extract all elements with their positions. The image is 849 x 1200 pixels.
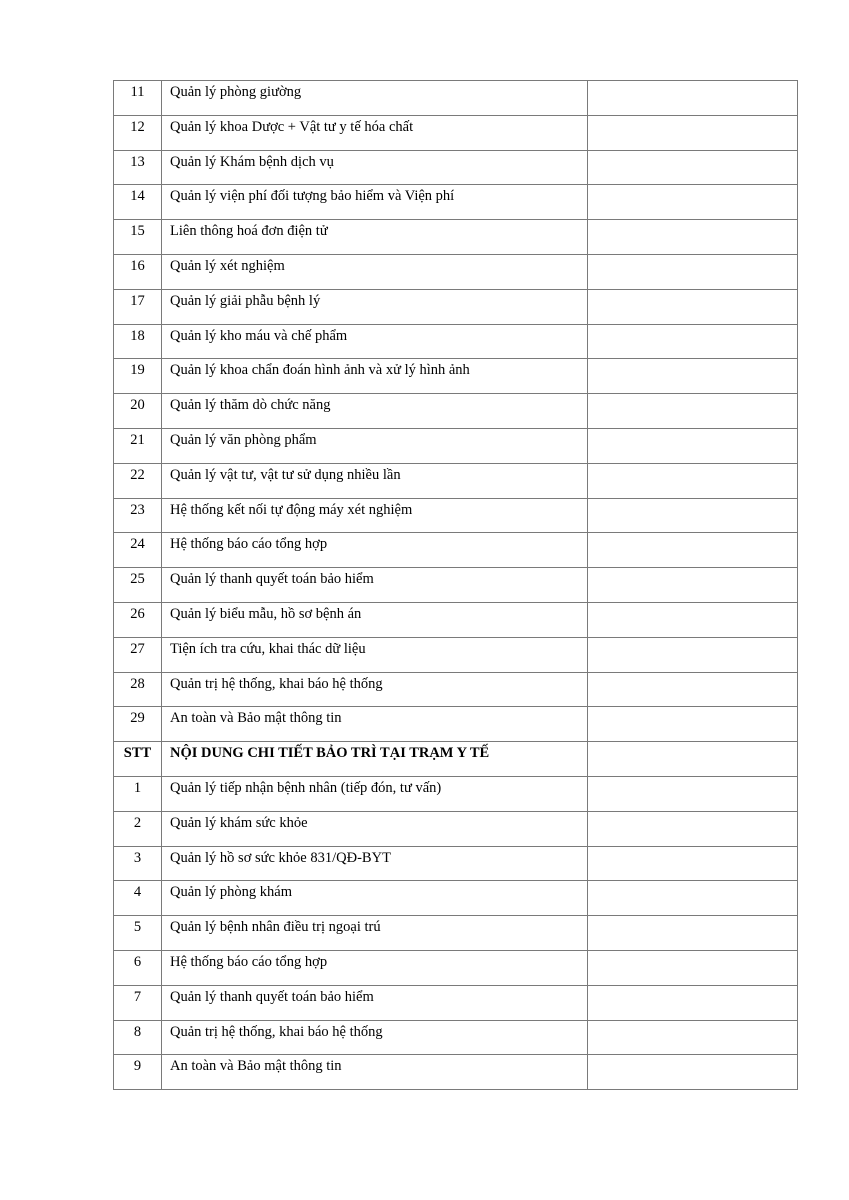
row-note-cell [588,150,798,185]
row-content: Quản trị hệ thống, khai báo hệ thống [162,672,588,707]
table-row [114,533,798,568]
row-number: 14 [114,185,162,220]
table-row [114,707,798,742]
row-content: Tiện ích tra cứu, khai thác dữ liệu [162,637,588,672]
row-content: Quản lý khoa chẩn đoán hình ảnh và xử lý hình ảnh [162,359,588,394]
table-row [114,394,798,429]
row-number: 21 [114,428,162,463]
row-content: Quản lý viện phí đối tượng bảo hiểm và Viện phí [162,185,588,220]
row-number: 8 [114,1020,162,1055]
row-number: 22 [114,463,162,498]
row-number: 18 [114,324,162,359]
table-row [114,672,798,707]
table-row [114,1020,798,1055]
table-row [114,985,798,1020]
table-row [114,1055,798,1090]
row-note-cell [588,916,798,951]
row-content: Quản lý vật tư, vật tư sử dụng nhiều lần [162,463,588,498]
row-note-cell [588,254,798,289]
row-number: 23 [114,498,162,533]
row-note-cell [588,1020,798,1055]
row-number: 1 [114,776,162,811]
row-content: Quản lý thăm dò chức năng [162,394,588,429]
table-row [114,81,798,116]
row-note-cell [588,672,798,707]
row-content: Quản trị hệ thống, khai báo hệ thống [162,1020,588,1055]
table-row [114,254,798,289]
row-number: 13 [114,150,162,185]
row-number: 25 [114,568,162,603]
table-row [114,150,798,185]
row-content: Liên thông hoá đơn điện tử [162,220,588,255]
row-note-cell [588,115,798,150]
row-content: Quản lý khám sức khỏe [162,811,588,846]
row-number: 15 [114,220,162,255]
row-content: Quản lý Khám bệnh dịch vụ [162,150,588,185]
row-note-cell [588,568,798,603]
row-content: Quản lý kho máu và chế phẩm [162,324,588,359]
table-row [114,463,798,498]
stt-header: STT [114,742,162,777]
row-note-cell [588,950,798,985]
row-number: 20 [114,394,162,429]
row-number: 27 [114,637,162,672]
row-note-cell [588,637,798,672]
row-content: Quản lý hồ sơ sức khỏe 831/QĐ-BYT [162,846,588,881]
row-note-cell [588,533,798,568]
table-row [114,115,798,150]
row-content: Quản lý phòng giường [162,81,588,116]
row-note-cell [588,742,798,777]
row-note-cell [588,359,798,394]
row-content: Hệ thống kết nối tự động máy xét nghiệm [162,498,588,533]
row-number: 19 [114,359,162,394]
row-content: Quản lý văn phòng phẩm [162,428,588,463]
row-note-cell [588,498,798,533]
row-number: 6 [114,950,162,985]
row-content: Quản lý khoa Dược + Vật tư y tế hóa chất [162,115,588,150]
table-row [114,185,798,220]
row-note-cell [588,428,798,463]
maintenance-table [113,80,798,1090]
row-note-cell [588,463,798,498]
table-row [114,637,798,672]
row-note-cell [588,1055,798,1090]
row-content: Quản lý phòng khám [162,881,588,916]
row-content: An toàn và Bảo mật thông tin [162,707,588,742]
section-header-row [114,742,798,777]
table-row [114,568,798,603]
row-number: 5 [114,916,162,951]
row-number: 7 [114,985,162,1020]
row-content: Quản lý giải phẫu bệnh lý [162,289,588,324]
row-content: Hệ thống báo cáo tổng hợp [162,950,588,985]
table-row [114,881,798,916]
row-note-cell [588,776,798,811]
row-number: 16 [114,254,162,289]
row-number: 4 [114,881,162,916]
table-row [114,602,798,637]
table-row [114,324,798,359]
table-row [114,916,798,951]
table-row [114,359,798,394]
row-note-cell [588,707,798,742]
section-title: NỘI DUNG CHI TIẾT BẢO TRÌ TẠI TRẠM Y TẾ [162,742,588,777]
row-content: Hệ thống báo cáo tổng hợp [162,533,588,568]
row-note-cell [588,185,798,220]
table-row [114,289,798,324]
row-number: 26 [114,602,162,637]
row-note-cell [588,846,798,881]
row-number: 9 [114,1055,162,1090]
row-content: Quản lý xét nghiệm [162,254,588,289]
row-number: 2 [114,811,162,846]
row-note-cell [588,394,798,429]
row-note-cell [588,881,798,916]
maintenance-table-body [114,81,798,1090]
table-row [114,220,798,255]
row-note-cell [588,324,798,359]
row-number: 17 [114,289,162,324]
table-row [114,846,798,881]
table-row [114,498,798,533]
row-note-cell [588,220,798,255]
row-content: An toàn và Bảo mật thông tin [162,1055,588,1090]
table-row [114,811,798,846]
row-number: 11 [114,81,162,116]
row-number: 12 [114,115,162,150]
table-row [114,428,798,463]
row-content: Quản lý thanh quyết toán bảo hiểm [162,985,588,1020]
row-content: Quản lý biểu mẫu, hồ sơ bệnh án [162,602,588,637]
row-note-cell [588,289,798,324]
row-note-cell [588,602,798,637]
row-content: Quản lý bệnh nhân điều trị ngoại trú [162,916,588,951]
row-content: Quản lý tiếp nhận bệnh nhân (tiếp đón, tư vấn) [162,776,588,811]
row-note-cell [588,811,798,846]
row-note-cell [588,81,798,116]
row-number: 3 [114,846,162,881]
table-row [114,950,798,985]
row-note-cell [588,985,798,1020]
row-number: 28 [114,672,162,707]
row-content: Quản lý thanh quyết toán bảo hiểm [162,568,588,603]
row-number: 29 [114,707,162,742]
table-row [114,776,798,811]
row-number: 24 [114,533,162,568]
